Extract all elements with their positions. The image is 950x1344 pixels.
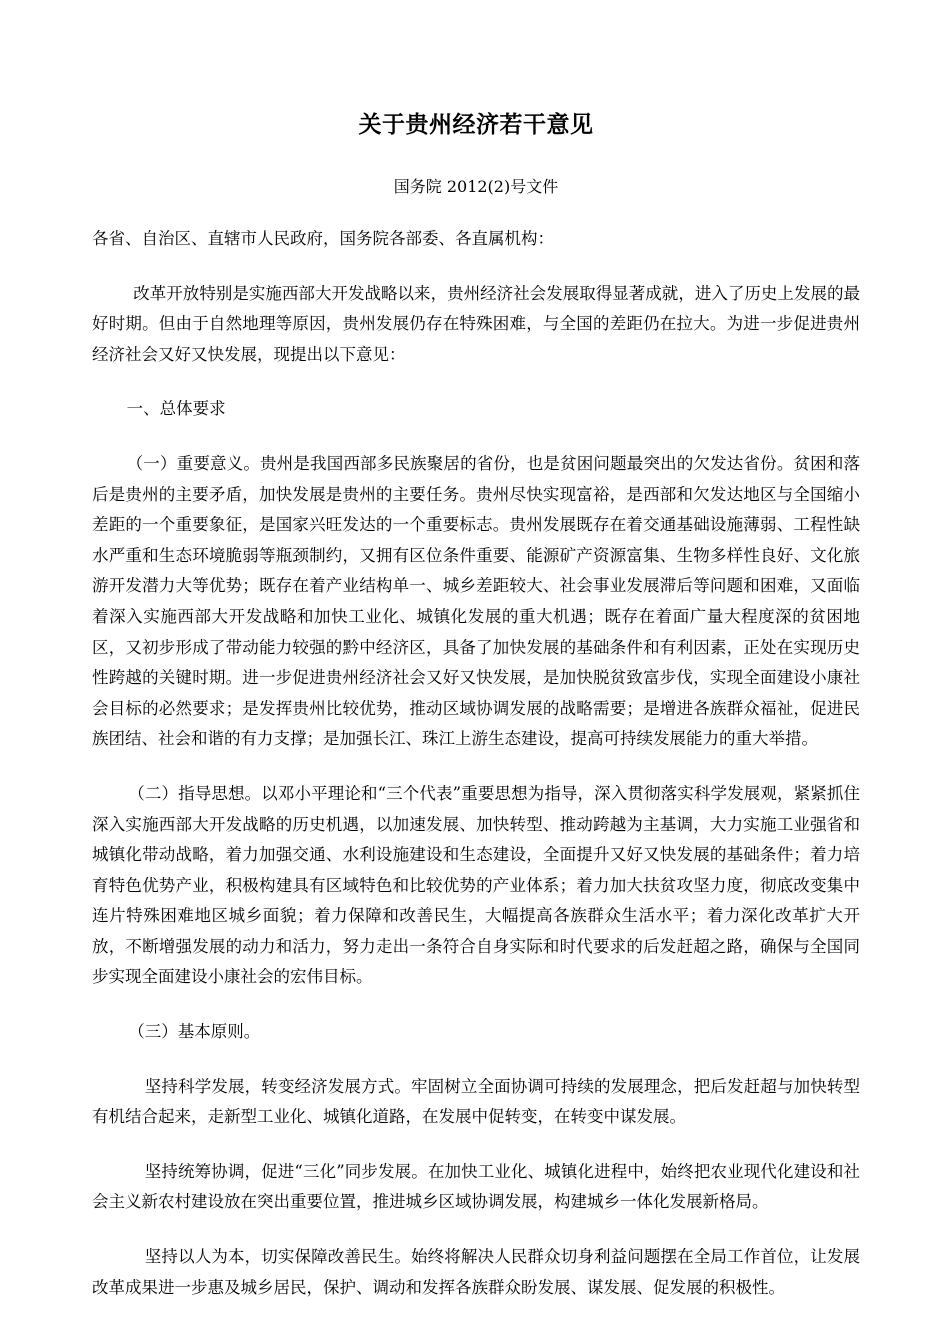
salutation: 各省、自治区、直辖市人民政府，国务院各部委、各直属机构： (92, 229, 554, 248)
principle-paragraph: 坚持科学发展，转变经济发展方式。牢固树立全面协调可持续的发展理念，把后发赶超与加快转型有机结合起来，走新型工业化、城镇化道路，在发展中促转变，在转变中谋发展。 (92, 1076, 860, 1127)
document-title: 关于贵州经济若干意见 (358, 111, 594, 138)
document-subtitle: 国务院 2012(2)号文件 (393, 177, 559, 196)
principle-paragraph: 坚持统筹协调，促进“三化”同步发展。在加快工业化、城镇化进程中，始终把农业现代化建设和社会主义新农村建设放在突出重要位置，推进城乡区域协调发展，构建城乡一体化发展新格局。 (92, 1161, 860, 1212)
document-body (92, 224, 860, 1303)
principle-paragraph: 坚持以人为本，切实保障改善民生。始终将解决人民群众切身利益问题摆在全局工作首位，让发展改革成果进一步惠及城乡居民，保护、调动和发挥各族群众盼发展、谋发展、促发展的积极性。 (92, 1247, 860, 1297)
section-heading: 一、总体要求 (126, 399, 226, 419)
principles-heading: （三）基本原则。 (128, 1022, 261, 1042)
paragraph-importance: （一）重要意义。贵州是我国西部多民族聚居的省份，也是贫困问题最突出的欠发达省份。贫困和落后是贵州的主要矛盾，加快发展是贵州的主要任务。贵州尽快实现富裕，是西部和欠发达地区与全国缩小差距的一个重要象征，是国家兴旺发达的一个重要标志。贵州发展既存在着交通基础设施薄弱、工程性缺水严重和生态环境脆弱等瓶颈制约，又拥有区位条件重要、能源矿产资源富集、生物多样性良好、文化旅游开发潜力大等优势；既存在着产业结构单一、城乡差距较大、社会事业发展滞后等问题和困难，又面临着深入实施西部大开发战略和加快工业化、城镇化发展的重大机遇；既存在着面广量大程度深的贫困地区，又初步形成了带动能力较强的黔中经济区，具备了加快发展的基础条件和有利因素，正处在实现历史性跨越的关键时期。进一步促进贵州经济社会又好又快发展，是加快脱贫致富步伐，实现全面建设小康社会目标的必然要求；是发挥贵州比较优势，推动区域协调发展的战略需要；是增进各族群众福祉，促进民族团结、社会和谐的有力支撑；是加强长江、珠江上游生态建设，提高可持续发展能力的重大举措。 (92, 453, 860, 749)
paragraph-guiding-thought: （二）指导思想。以邓小平理论和“三个代表”重要思想为指导，深入贯彻落实科学发展观，紧紧抓住深入实施西部大开发战略的历史机遇，以加速发展、加快转型、推动跨越为主基调，大力实施工业强省和城镇化带动战略，着力加强交通、水利设施建设和生态建设，全面提升又好又快发展的基础条件；着力培育特色优势产业，积极构建具有区域特色和比较优势的产业体系；着力加大扶贫攻坚力度，彻底改变集中连片特殊困难地区城乡面貌；着力保障和改善民生，大幅提高各族群众生活水平；着力深化改革扩大开放，不断增强发展的动力和活力，努力走出一条符合自身实际和时代要求的后发赶超之路，确保与全国同步实现全面建设小康社会的宏伟目标。 (92, 783, 860, 987)
intro-paragraph: 改革开放特别是实施西部大开发战略以来，贵州经济社会发展取得显著成就，进入了历史上发展的最好时期。但由于自然地理等原因，贵州发展仍存在特殊困难，与全国的差距仍在拉大。为进一步促进贵州经济社会又好又快发展，现提出以下意见： (92, 283, 860, 364)
